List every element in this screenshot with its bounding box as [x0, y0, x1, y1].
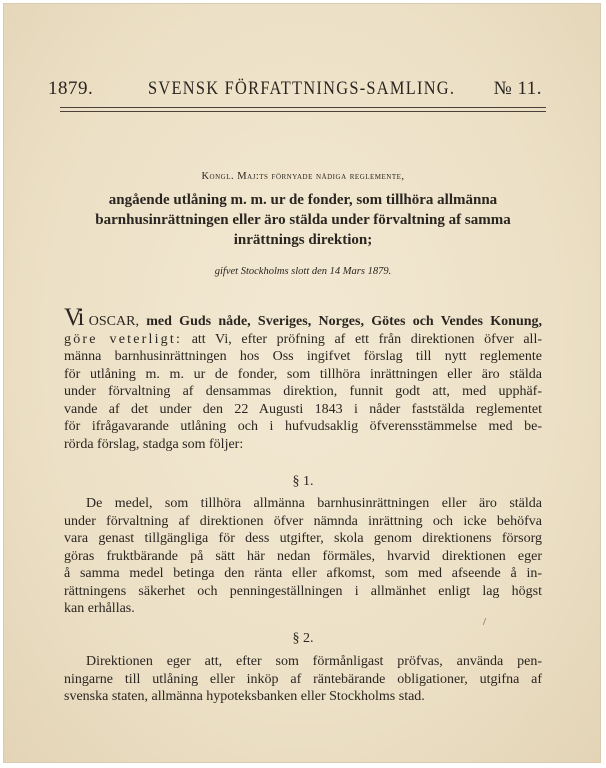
intro-line: under förvaltning af densammas direktion, funnit godt att, med upphäf-	[64, 384, 542, 399]
section-1-line: rättningens säkerhet och penningeställningen i allmänhet enligt lag högst	[64, 583, 542, 599]
page-header	[48, 78, 548, 104]
intro-line-text: att Vi, efter pröfning af ett från direktionen öfver all-	[191, 331, 542, 347]
spaced-phrase: göre veterligt:	[64, 331, 183, 347]
section-1-line: göras fruktbärande på sätt här nedan förmäles, hvarvid direktionen eger	[64, 548, 542, 564]
section-2-line: Direktionen eger att, efter som förmånligast pröfvas, använda pen-	[86, 654, 542, 669]
intro-line: för ifrågavarande utlåning och i hufvudsaklig öfverensstämmelse med be-	[64, 419, 542, 434]
pencil-mark	[483, 618, 493, 625]
intro-line: männa barnhusinrättningen hos Oss ingifvet förslag till nytt reglemente	[64, 349, 542, 364]
heading-line: angående utlåning m. m. ur de fonder, som tillhöra allmänna	[108, 192, 498, 208]
document-page	[4, 4, 600, 762]
section-1-paragraph	[64, 495, 542, 618]
section-1-label: § 1.	[292, 474, 314, 489]
header-number: № 11.	[493, 78, 542, 99]
drop-cap: Vi	[64, 304, 82, 331]
section-1-line: vara genast tillgängliga för dess utgifter, skola genom direktionens försorg	[64, 531, 542, 546]
ordinance-heading	[64, 190, 542, 250]
section-2-line: svenska staten, allmänna hypoteksbanken eller Stockholms stad.	[64, 689, 425, 704]
intro-line: vande af det under den 22 Augusti 1843 i nåder faststälda reglementet	[64, 401, 542, 417]
king-name: OSCAR,	[88, 314, 139, 329]
section-2-paragraph	[64, 653, 542, 706]
intro-line: rörda förslag, stadga som följer:	[64, 436, 244, 452]
date-line: gifvet Stockholms slott den 14 Mars 1879.	[214, 266, 392, 277]
section-1-line: De medel, som tillhöra allmänna barnhusinrättningen eller äro stälda	[86, 496, 542, 511]
header-rule-top	[60, 107, 546, 108]
ordinance-caption: Kongl. Maj:ts förnyade nådiga reglemente,	[201, 171, 405, 182]
section-1-line: å samma medel betinga den ränta eller afkomst, som med afseende å in-	[64, 566, 542, 581]
header-year: 1879.	[48, 78, 94, 99]
section-1-line: kan erhållas.	[64, 601, 135, 616]
intro-line: för utlåning m. m. ur de fonder, som tillhöra inrättningen eller äro stälda	[64, 366, 542, 382]
section-2-label: § 2.	[292, 631, 314, 646]
header-rule-bottom	[60, 111, 546, 112]
section-2-line: ningarne till utlåning eller inköp af räntebärande obligationer, utgifna af	[64, 671, 542, 687]
intro-line	[64, 331, 542, 349]
intro-first-line	[64, 304, 543, 331]
king-title: med Guds nåde, Sveriges, Norges, Götes och Vendes Konung,	[146, 314, 543, 329]
header-title: SVENSK FÖRFATTNINGS-SAMLING.	[148, 78, 456, 99]
intro-paragraph	[64, 304, 543, 453]
heading-line: barnhusinrättningen eller äro stälda under förvaltning af samma	[95, 212, 511, 228]
heading-line: inrättnings direktion;	[233, 232, 373, 248]
section-1-line: under förvaltning af direktionen öfver nämnda inrättning och icke behöfva	[64, 513, 542, 529]
